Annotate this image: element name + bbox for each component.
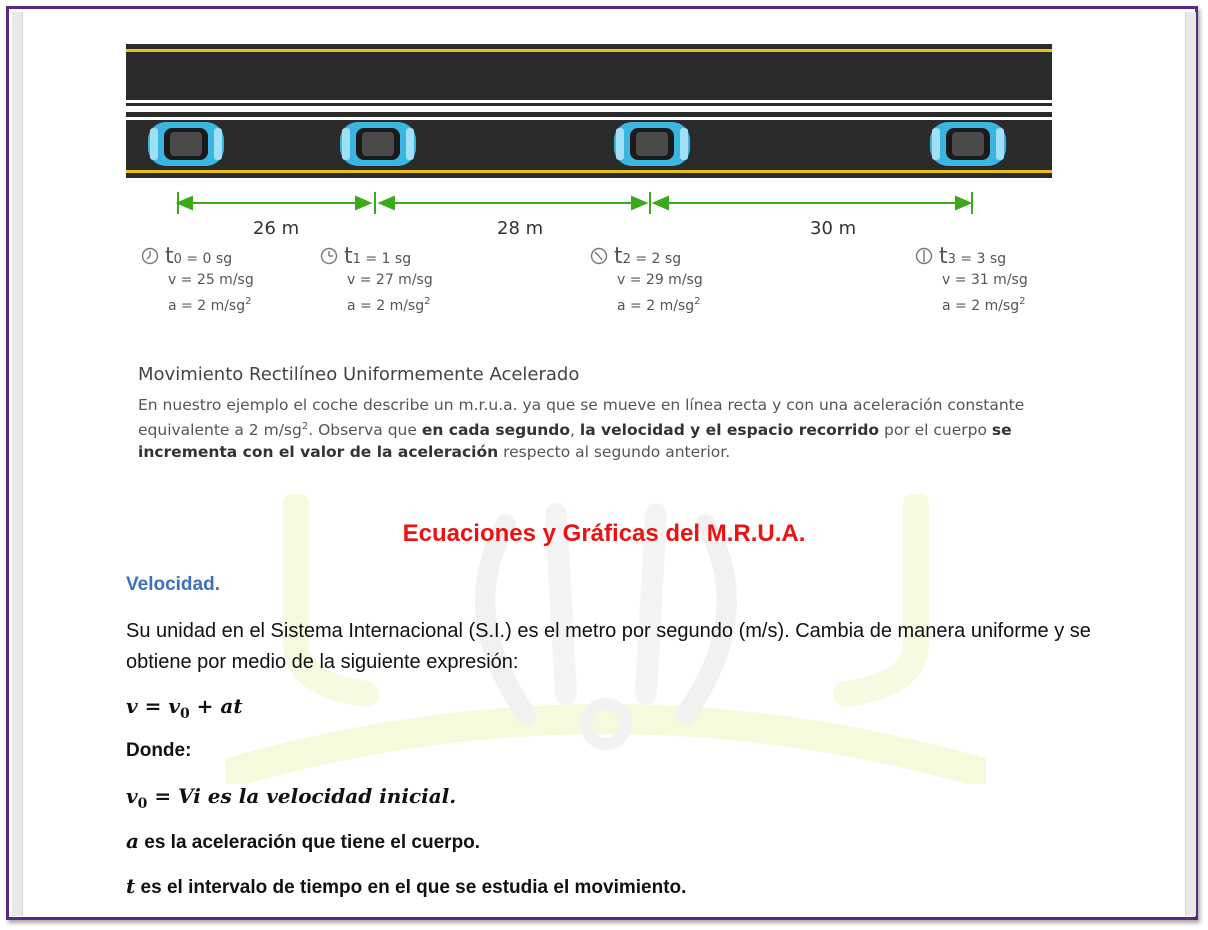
distance-arrows bbox=[170, 192, 982, 216]
time-block-2: t2 = 2 sg v = 29 m/sg a = 2 $m/sg^2$ bbox=[590, 246, 703, 317]
distance-label-3: 30 m bbox=[810, 218, 857, 239]
clock-icon bbox=[915, 247, 933, 265]
car-0 bbox=[148, 122, 224, 166]
distance-label-1: 26 m bbox=[253, 218, 300, 239]
def-a: a es la aceleración que tiene el cuerpo. bbox=[126, 829, 481, 853]
clock-icon bbox=[590, 247, 608, 265]
mrua-heading: Movimiento Rectilíneo Uniformemente Acelerado bbox=[138, 364, 580, 385]
time-block-3: t3 = 3 sg v = 31 m/sg a = 2 $m/sg^2$ bbox=[915, 246, 1028, 317]
car-1 bbox=[340, 122, 416, 166]
car-2 bbox=[614, 122, 690, 166]
paragraph: Su unidad en el Sistema Internacional (S.I.) es el metro por segundo (m/s). Cambia de manera uniforme y se obtiene por medio de la siguiente expresión: bbox=[126, 620, 1091, 673]
velocity-formula: $v = v_0$ + at bbox=[126, 694, 243, 722]
distance-label-2: 28 m bbox=[497, 218, 544, 239]
mrua-description: En nuestro ejemplo el coche describe un m.r.u.a. ya que se mueve en línea recta y con una aceleración constante equivalente a 2 $m/sg^2$. Observa que en cada segundo, la velocidad y el espacio recorrido por el cuerpo se incrementa con el valor de la aceleración respecto al segundo anterior. bbox=[138, 396, 1025, 461]
section-heading: Velocidad. bbox=[126, 574, 220, 595]
clock-icon bbox=[141, 247, 159, 265]
donde-label: Donde: bbox=[126, 740, 192, 761]
road-illustration bbox=[126, 44, 1052, 178]
time-block-0: t0 = 0 sg v = 25 m/sg a = 2 $m/sg^2$ bbox=[141, 246, 254, 317]
def-v0: $v_0 = Vi$ es la velocidad inicial. bbox=[126, 784, 457, 812]
clock-icon bbox=[320, 247, 338, 265]
def-t: t es el intervalo de tiempo en el que se estudia el movimiento. bbox=[126, 874, 687, 898]
page-title: Ecuaciones y Gráficas del M.R.U.A. bbox=[402, 520, 806, 547]
time-block-1: t1 = 1 sg v = 27 m/sg a = 2 $m/sg^2$ bbox=[320, 246, 433, 317]
scrollbar[interactable] bbox=[1185, 12, 1196, 916]
car-3 bbox=[930, 122, 1006, 166]
left-ruler bbox=[12, 12, 23, 916]
